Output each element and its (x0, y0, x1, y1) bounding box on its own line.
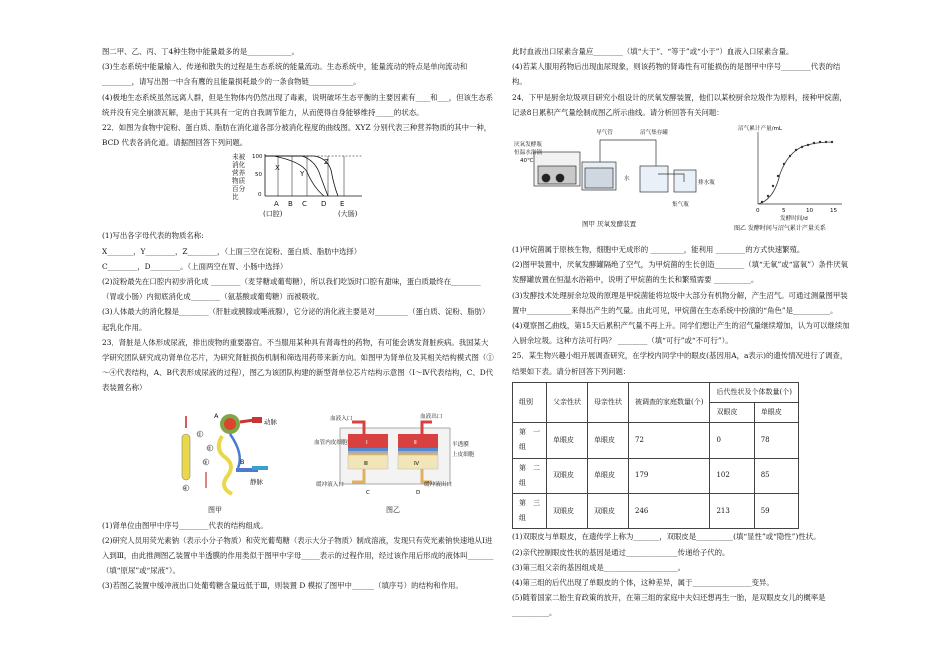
table-cell: 59 (754, 494, 798, 529)
table-cell: 72 (629, 423, 710, 458)
question-25-intro: 25．某生物兴趣小组开展调查研究，在学校内同学中的眼皮(基因用A，a表示)的遗传情况进行了调查，结果如下表。请分析回答下列问题： (512, 351, 848, 376)
table-header: 父亲性状 (547, 382, 588, 422)
text-line: (4)观察图乙曲线，第15天后累积产气量不再上升。同学们想让产生的沼气量继续增加，认为可以继续加入厨余垃圾。这种方法可行吗？ ________（填“可行”或“不可行”）。 (512, 321, 850, 346)
label-3: ③ (203, 459, 208, 466)
nephron-figure (182, 412, 278, 514)
table-cell: 179 (629, 458, 710, 493)
text-line: (4)若某人服用药物后出现血尿现象，则该药物的肾毒性有可能损伤的是图甲中序号________代表的结构。 (512, 62, 841, 87)
gas-pipe-label: 导气管 (596, 130, 613, 137)
figure-caption-device: 图甲 厌氧发酵装置 (582, 220, 637, 229)
gas-bottle-label: 沼气集存罐 (640, 130, 668, 137)
x-tick: 10 (806, 208, 814, 215)
x-tick: 5 (782, 208, 786, 215)
segment-label: C (302, 200, 307, 209)
digestion-graph (102, 152, 494, 226)
vessel-cell-label: 血管内皮细胞 (314, 439, 348, 446)
text-line: (1)甲烷菌属于原核生物，细胞中无成形的 _________，能利用 ________的方式快速繁殖。 (512, 245, 805, 255)
x-tick: 0 (756, 208, 760, 215)
artery-label: 动脉 (264, 417, 277, 426)
label-4: ④ (183, 485, 188, 492)
x-tick: 15 (830, 208, 838, 215)
table-cell: 246 (629, 494, 710, 529)
water-label: 水 (624, 176, 630, 183)
figure-caption-jia: 图甲 (208, 505, 222, 514)
x-axis-label: 发酵时间/d (780, 216, 808, 223)
table-subheader: 单眼皮 (754, 403, 798, 423)
text-line: (4)极地生态系统虽然远离人群，但是生物体内仍然出现了毒素，说明破坏生态平衡的主要因素有____和___，但该生态系统并没有完全崩溃瓦解，是由于其具有一定的自我调节能力，从而使得自身能够维持_____的状态。 (102, 92, 494, 117)
table-cell: 双眼皮 (547, 458, 588, 493)
text-line: (2)亲代控制眼皮性状的基因是通过______________传递给子代的。 (512, 547, 730, 557)
bottle-label: 厌氧发酵瓶 (514, 142, 542, 149)
segment-label: D (321, 200, 327, 209)
table-cell: 78 (754, 423, 798, 458)
table-cell: 213 (710, 494, 754, 529)
water-bath-label: 恒温水浴锅 (514, 150, 542, 157)
text-line: (3)若图乙装置中缓冲液出口处葡萄糖含量远低于Ⅲ，则装置 D 模拟了图甲中______（填序号）的结构和作用。 (102, 581, 463, 591)
region-2: Ⅱ (414, 439, 417, 446)
question-22-intro: 22．如图为食物中淀粉、蛋白质、脂肪在消化道各部分被消化程度的曲线图。XYZ 分别代表三种营养物质的其中一种，BCD 代表各消化道。请据图回答下列问题。 (102, 123, 492, 148)
tick-label: 50 (255, 172, 262, 179)
table-cell: 102 (710, 458, 754, 493)
chip-figure (314, 412, 475, 514)
question-24-intro: 24．下甲是厨余垃圾项目研究小组设计的厌氧发酵装置，他们以某校厨余垃圾作为原料，接种甲烷菌，记录8日累积产气量绘制成图乙所示曲线。请分析回答有关问题： (512, 92, 847, 117)
table-header: 母亲性状 (588, 382, 629, 422)
text-line: (4)第三组的后代出现了单眼皮的个体，这种差异，属于________________变异。 (512, 578, 774, 588)
text-line: C________，D________。（上面两空在胃、小肠中选择） (102, 261, 288, 271)
region-3: Ⅲ (364, 460, 368, 467)
label-a: A (214, 411, 219, 420)
device-c-label: C (366, 489, 370, 496)
table-cell: 单眼皮 (588, 458, 629, 493)
table-cell: 双眼皮 (547, 494, 588, 529)
segment-label: A (274, 200, 279, 209)
figure-caption-yi: 图乙 (386, 505, 400, 514)
table-cell: 单眼皮 (547, 423, 588, 458)
temperature-label: 40℃ (520, 158, 534, 165)
table-subheader: 双眼皮 (710, 403, 754, 423)
text-line: (3)第三组父亲的基因组成是____________________。 (512, 562, 686, 572)
text-line: X_______，Y________，Z________，（上面三空在淀粉、蛋白质、脂肪中选择） (102, 246, 362, 256)
text-line: 此时血液出口尿素含量应________（填“大于”、“等于”或“小于”）血液入口尿素含量。 (512, 47, 794, 56)
genetics-table (512, 382, 799, 530)
text-line: (5)随着国家二胎生育政策的放开，在第三组的家庭中夫妇还想再生一胎，是双眼皮女儿的概率是__________。 (512, 593, 826, 618)
ylabel-line: 百分 (232, 185, 246, 194)
buffer-outlet-label: 缓冲液出口 (424, 481, 452, 488)
ylabel-line: 消化 (232, 161, 246, 170)
table-cell: 0 (710, 423, 754, 458)
text-line: (3)生态系统中能量输入、传递和散失的过程是生态系统的能量流动。生态系统中，能量流动的特点是单向流动和________，请写出图一中含有鹰的且能量损耗最少的一条食物链____________。 (102, 62, 468, 87)
table-cell: 第 三 组 (513, 494, 547, 529)
curve-label-z: Z (324, 158, 329, 167)
table-header: 组别 (513, 382, 547, 422)
curve-label-x: X (275, 164, 280, 173)
segment-note: (大肠) (338, 210, 358, 219)
text-line: (3)人体最大的消化腺是________（肝脏或胰腺或唾液腺），它分泌的消化液主要是对_________（蛋白质、淀粉、脂肪）起乳化作用。 (102, 307, 490, 332)
label-b: B (240, 457, 245, 466)
label-2: ② (207, 445, 212, 452)
curve-label-y: Y (300, 170, 305, 179)
segment-note: (口腔) (263, 210, 283, 219)
table-cell: 第 一 组 (513, 423, 547, 458)
label-1: ① (197, 431, 202, 438)
gas-curve-graph (734, 124, 842, 232)
curve-title: 沼气累计产量/mL (738, 126, 783, 133)
table-row (513, 458, 799, 493)
curve-x (265, 156, 324, 196)
text-line: (1)写出各字母代表的物质名称: (102, 231, 204, 241)
segment-label: B (288, 200, 293, 209)
question-23-intro: 23．肾脏是人体形成尿液，排出废物的重要器官。不当服用某种具有肾毒性的药物，有可能会诱发肾脏疾病。我国某大学研究团队研究成功肾单位芯片，为研究肾脏损伤机制和筛选用药带来新方向。如图甲为肾单位及其相关结构模式图（①～④代表结构，A、B代表形成尿液的过程），图乙为该团队构建的新型肾单位芯片结构示意图（Ⅰ～Ⅳ代表结构，C、D代表装置名称） (102, 337, 494, 393)
text-line: (2)图甲装置中，厌氧发酵罐隔绝了空气，为甲烷菌的生长创造________（填“无氧”或“富氧”）条件厌氧发酵罐放置在恒温水浴箱中，说明了甲烷菌的生长和繁殖需要 __________。 (512, 260, 848, 285)
fermentation-device (534, 140, 696, 192)
drain-label: 排水瓶 (698, 180, 715, 187)
region-1: Ⅰ (366, 439, 368, 446)
fermentation-figures (512, 122, 852, 240)
epithelial-label: 上皮细胞 (452, 451, 475, 458)
device-d-label: D (416, 489, 421, 496)
table-header: 被调查的家庭数量(个) (629, 382, 710, 422)
left-column (102, 44, 494, 594)
ylabel-line: 未被 (232, 153, 246, 162)
blood-inlet-label: 血液入口 (330, 415, 353, 422)
table-row (513, 494, 799, 529)
buffer-inlet-label: 缓冲液入口 (316, 481, 344, 488)
figure-caption-curve: 图乙 发酵时间与沼气累计产量关系 (734, 225, 826, 233)
vein-label: 静脉 (250, 477, 263, 486)
tick-label: 100 (252, 154, 263, 161)
text-line: (1)肾单位由图甲中序号________代表的结构组成。 (102, 520, 268, 530)
blood-outlet-label: 血液出口 (420, 413, 443, 420)
right-column (512, 44, 852, 621)
table-header: 后代性状及个体数量(个) (710, 382, 798, 402)
tick-label: 0 (258, 192, 262, 199)
region-4: Ⅳ (414, 460, 420, 467)
table-cell: 85 (754, 458, 798, 493)
table-cell: 单眼皮 (588, 423, 629, 458)
text-line: (2)淀粉最先在口腔内初步消化成 ________（麦芽糖或葡萄糖），所以我们吃饭时口腔有甜味，蛋白质最终在________（胃或小肠）内彻底消化成________（氨基酸或葡萄糖）而被吸收。 (102, 277, 481, 302)
table-cell: 双眼皮 (588, 494, 629, 529)
text-line: 图二甲、乙、丙、丁4种生物中能量最多的是____________。 (102, 47, 299, 56)
ylabel-line: 比 (232, 193, 239, 202)
segment-label: E (340, 200, 345, 209)
table-cell: 第 二 组 (513, 458, 547, 493)
ylabel-line: 营养 (232, 169, 246, 178)
table-row (513, 423, 799, 458)
text-line: (3)发酵技术处理厨余垃圾的原理是甲烷菌能将垃圾中大部分有机物分解，产生沼气。可通过测量图甲装置中____________来得出产生的气量。由此可见，甲烷菌在生态系统中扮演的“角色”是__________。 (512, 290, 848, 315)
text-line: (1)双眼皮与单眼皮，在遗传学上称为_______，双眼皮是__________(填“显性”或“隐性”)性状。 (512, 532, 821, 542)
curve-y (265, 156, 328, 196)
ylabel-line: 物质 (232, 177, 246, 186)
text-line: (2)研究人员用荧光素钠（表示小分子物质）和荧光葡萄糖（表示大分子物质）制成溶液，发现只有荧光素钠快速地从Ⅰ进入到Ⅲ，由此推测图乙装置中半透膜的作用类似于图甲中字母_____表示的过程作用，经过该作用后形成的液体叫_______（填“原尿”或“尿液”）。 (102, 535, 494, 576)
kidney-figures (102, 398, 494, 516)
collector-label: 集气瓶 (672, 202, 689, 209)
membrane-label: 半透膜 (452, 441, 469, 448)
